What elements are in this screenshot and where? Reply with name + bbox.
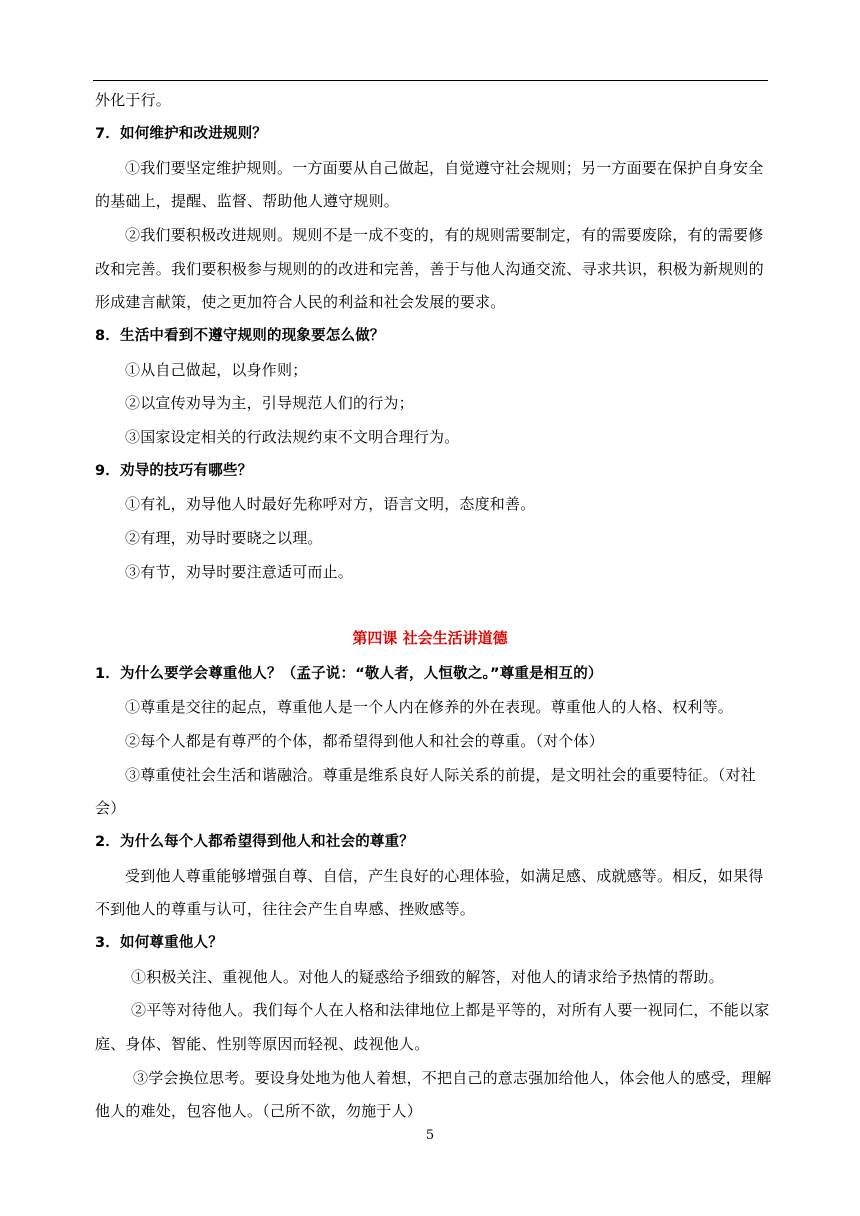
question-heading: 9．劝导的技巧有哪些？ (95, 463, 253, 479)
text-line: ③尊重使社会生活和谐融洽。尊重是维系良好人际关系的前提，是文明社会的重要特征。（对社 (125, 766, 756, 784)
text-line: ③有节，劝导时要注意适可而止。 (125, 563, 354, 581)
question-heading: 3．如何尊重他人？ (95, 935, 223, 951)
question-heading: 1．为什么要学会尊重他人？（孟子说：“敬人者，人恒敬之。”尊重是相互的） (95, 666, 603, 682)
text-line: ③国家设定相关的行政法规约束不文明合理行为。 (125, 428, 460, 446)
header-rule (93, 80, 768, 81)
text-line: 的基础上，提醒、监督、帮助他人遵守规则。 (95, 192, 400, 210)
text-line: ②平等对待他人。我们每个人在人格和法律地位上都是平等的，对所有人要一视同仁，不能以家 (131, 1001, 770, 1019)
text-line: ②我们要积极改进规则。规则不是一成不变的，有的规则需要制定，有的需要废除，有的需要修 (125, 226, 764, 244)
text-line: ②有理，劝导时要晓之以理。 (125, 529, 323, 547)
text-line: ①我们要坚定维护规则。一方面要从自己做起，自觉遵守社会规则；另一方面要在保护自身安全 (125, 159, 764, 177)
text-line: 不到他人的尊重与认可，往往会产生自卑感、挫败感等。 (95, 900, 476, 918)
text-line: 形成建言献策，使之更加符合人民的利益和社会发展的要求。 (95, 293, 506, 311)
text-line: 他人的难处，包容他人。（己所不欲，勿施于人） (95, 1102, 422, 1120)
text-line: 改和完善。我们要积极参与规则的的改进和完善，善于与他人沟通交流、寻求共识，积极为新规则的 (95, 260, 764, 278)
text-line: 会） (95, 799, 126, 817)
text-line: 外化于行。 (95, 91, 172, 109)
text-line: ①有礼，劝导他人时最好先称呼对方，语言文明，态度和善。 (125, 495, 536, 513)
text-line: ②每个人都是有尊严的个体，都希望得到他人和社会的尊重。（对个体） (125, 732, 604, 750)
text-line: ③学会换位思考。要设身处地为他人着想，不把自己的意志强加给他人，体会他人的感受，理解 (133, 1069, 772, 1087)
text-line: ①尊重是交往的起点，尊重他人是一个人内在修养的外在表现。尊重他人的人格、权利等。 (125, 698, 734, 716)
text-line: 受到他人尊重能够增强自尊、自信，产生良好的心理体验，如满足感、成就感等。相反，如果得 (125, 867, 764, 885)
text-line: ①从自己做起，以身作则； (125, 361, 308, 379)
question-heading: 2．为什么每个人都希望得到他人和社会的尊重？ (95, 834, 414, 850)
text-line: ②以宣传劝导为主，引导规范人们的行为； (125, 394, 414, 412)
question-heading: 7．如何维护和改进规则？ (95, 126, 267, 142)
page-number: 5 (425, 1128, 435, 1143)
question-heading: 8．生活中看到不遵守规则的现象要怎么做？ (95, 328, 385, 344)
text-line: 庭、身体、智能、性别等原因而轻视、歧视他人。 (95, 1035, 430, 1053)
text-line: ①积极关注、重视他人。对他人的疑惑给予细致的解答，对他人的请求给予热情的帮助。 (131, 968, 724, 986)
chapter-title: 第四课 社会生活讲道德 (352, 629, 508, 647)
